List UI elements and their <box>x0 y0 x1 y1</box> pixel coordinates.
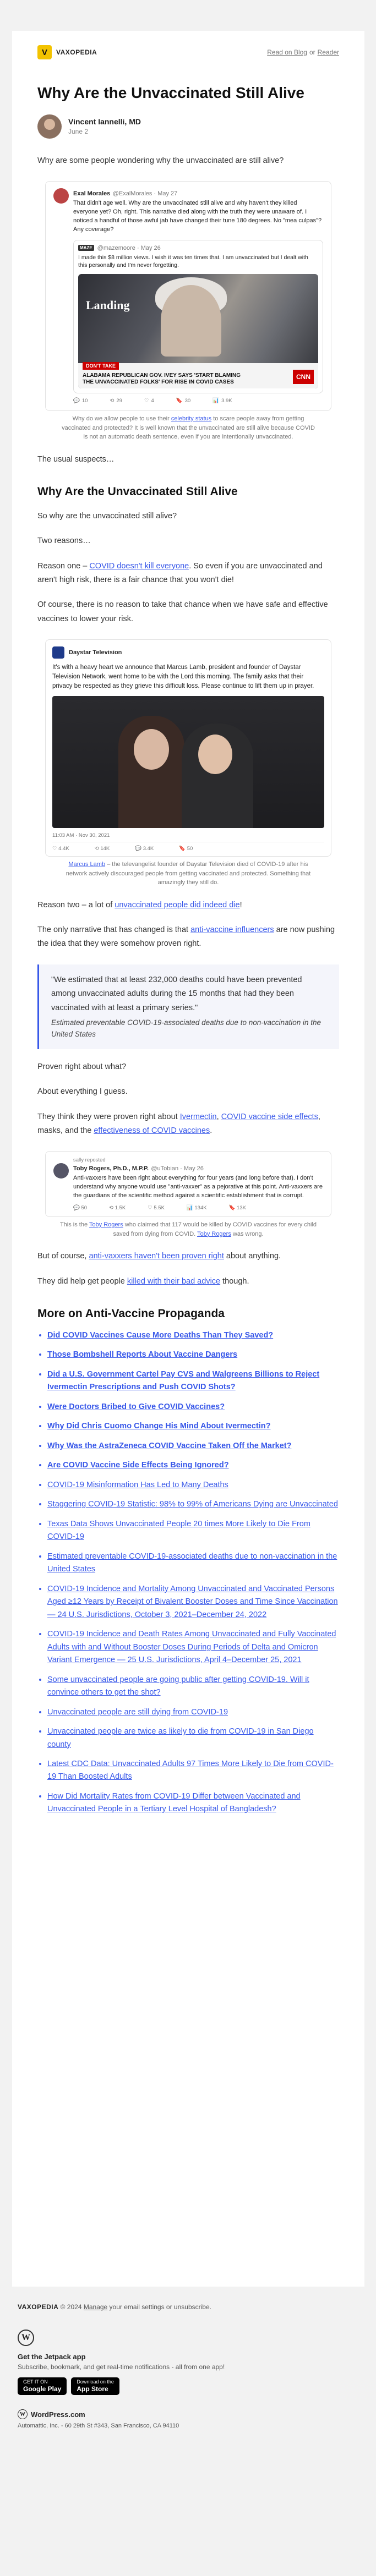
video-headline-1: ALABAMA REPUBLICAN GOV. IVEY SAYS 'START BLAMING <box>83 372 241 379</box>
vaxopedia-logo-icon: V <box>37 45 52 59</box>
view-count-value: 3.9K <box>221 398 232 404</box>
tweet-embed-image[interactable] <box>45 181 331 411</box>
cnn-logo-icon: CNN <box>293 370 314 384</box>
of-course-paragraph: Of course, there is no reason to take that chance when we have safe and effective vaccines to lower your risk. <box>37 600 328 623</box>
jetpack-title: Get the Jetpack app <box>18 2353 86 2361</box>
list-item <box>47 1440 339 1453</box>
list-item <box>47 1790 339 1816</box>
section-heading: Why Are the Unvaccinated Still Alive <box>37 485 238 498</box>
video-tag: DON'T TAKE <box>83 362 119 370</box>
footer-address: Automattic, Inc. - 60 29th St #343, San Francisco, CA 94110 <box>18 2422 179 2429</box>
wordpress-brand[interactable] <box>18 2409 359 2419</box>
ivermectin-link[interactable]: Ivermectin <box>179 1112 217 1121</box>
fb-caption <box>37 860 339 887</box>
question-paragraph: So why are the unvaccinated still alive? <box>37 511 177 520</box>
quoted-text: I made this $8 million views. I wish it was ten times that. I am unvaccinated but I dealt with this personally and I'm never forgetting. <box>78 254 308 269</box>
proven-right-sep: , <box>216 1112 221 1121</box>
list-item <box>47 1498 339 1511</box>
covid-doesnt-kill-link[interactable]: COVID doesn't kill everyone <box>89 561 189 571</box>
like-count: ♡ 4 <box>144 398 154 404</box>
tweet2-author-name: Toby Rogers, Ph.D., M.P.P. <box>73 1165 149 1172</box>
blockquote <box>37 964 339 1049</box>
list-item <box>47 1674 339 1700</box>
caption-text-pre: Why do we allow people to use their <box>72 415 171 423</box>
tweet2-likes-value: 5.5K <box>154 1205 165 1212</box>
news-video-still <box>78 274 318 388</box>
tweet2-avatar <box>53 1163 69 1179</box>
list-item <box>47 1628 339 1667</box>
more-article-link[interactable]: Staggering COVID-19 Statistic: 98% to 99% of Americans Dying are Unvaccinated <box>47 1500 338 1509</box>
help-paragraph <box>37 1275 339 1289</box>
reason-one-pre: Reason one – <box>37 561 90 571</box>
celebrity-status-link[interactable]: celebrity status <box>171 415 212 423</box>
tweet2-caption-pre: This is the <box>59 1221 89 1229</box>
app-store-button[interactable] <box>71 2377 119 2395</box>
blockquote-text: "We estimated that at least 232,000 deaths could have been prevented among unvaccinated adults during the 15 months that had they been vaccinated with at least a primary series." <box>51 975 302 1012</box>
tweet-text: That didn't age well. Why are the unvaccinated still alive and why haven't they killed everyone yet? Oh, right. This narrative died along with the truth they were unaware of. I noticed a handful of those awful jab have changed their tune 180 degrees. No "mea culpas"? Any coverage? <box>73 199 322 233</box>
reason-two-paragraph <box>37 898 339 912</box>
header-links <box>267 48 339 56</box>
side-effects-link[interactable]: COVID vaccine side effects <box>221 1112 318 1121</box>
list-item <box>47 1459 339 1472</box>
more-article-link[interactable]: Did COVID Vaccines Cause More Deaths Than They Saved? <box>47 1330 274 1340</box>
wordpress-name: WordPress.com <box>31 2410 85 2419</box>
help-pre: They did help get people <box>37 1276 127 1286</box>
more-article-link[interactable]: Were Doctors Bribed to Give COVID Vaccines? <box>47 1402 225 1411</box>
more-article-link[interactable]: COVID-19 Incidence and Death Rates Among Unvaccinated and Fully Vaccinated Adults with and Without Booster Doses During Periods of Delta and Omicron Variant Emergence — 25 U.S. Jurisdictions, April 4–December 25, 2021 <box>47 1630 336 1665</box>
list-item <box>47 1518 339 1544</box>
daystar-logo-icon <box>52 646 64 659</box>
as-small: Download on the <box>77 2379 114 2385</box>
toby-rogers-link-2[interactable]: Toby Rogers <box>197 1230 231 1237</box>
tweet2-caption-post: was wrong. <box>231 1230 264 1237</box>
list-item <box>47 1368 339 1394</box>
app-store-badges <box>18 2377 359 2395</box>
tweet-actions <box>73 398 323 404</box>
list-item <box>47 1758 339 1784</box>
list-item <box>47 1725 339 1751</box>
tweet-author-name: Exal Morales <box>73 190 111 197</box>
repost-label: sally reposted <box>73 1157 106 1164</box>
tweet2-reposts-value: 1.5K <box>115 1205 126 1212</box>
reason-two-post: ! <box>239 900 242 909</box>
more-article-link[interactable]: How Did Mortality Rates from COVID-19 Differ between Vaccinated and Unvaccinated People in a Tertiary Level Hospital of Bangladesh? <box>47 1791 301 1814</box>
gp-small: GET IT ON <box>23 2379 48 2385</box>
gp-big: Google Play <box>23 2385 62 2393</box>
header-or: or <box>309 48 315 56</box>
fb-page-name: Daystar Television <box>69 649 122 656</box>
more-article-link[interactable]: Texas Data Shows Unvaccinated People 20 times More Likely to Die From COVID-19 <box>47 1519 310 1542</box>
bad-advice-link[interactable]: killed with their bad advice <box>127 1276 221 1286</box>
more-article-link[interactable]: Are COVID Vaccine Side Effects Being Ignored? <box>47 1461 229 1470</box>
fb-caption-post: – the televangelist founder of Daystar Television died of COVID-19 after his network actively discouraged people from getting vaccinated and protected. Something that amazingly they still do. <box>66 861 311 886</box>
intro-paragraph: Why are some people wondering why the unvaccinated are still alive? <box>37 156 284 165</box>
fb-likes-value: 4.4K <box>58 846 69 852</box>
google-play-button[interactable] <box>18 2377 67 2395</box>
list-item <box>47 1329 339 1342</box>
tweet-handle: @ExalMorales · May 27 <box>112 190 178 197</box>
two-reasons-paragraph: Two reasons… <box>37 536 91 546</box>
list-item <box>47 1479 339 1492</box>
post-date: June 2 <box>68 128 89 136</box>
quoted-badge: MAZE <box>78 245 94 251</box>
video-sign: Landing <box>86 298 130 313</box>
tweet-avatar <box>53 188 69 204</box>
footer-line <box>18 2303 359 2311</box>
list-item <box>47 1706 339 1719</box>
tweet2-views: 📊 134K <box>186 1205 207 1212</box>
tweet2-handle: @uTobian · May 26 <box>151 1165 204 1172</box>
usual-suspects-paragraph: The usual suspects… <box>37 454 115 464</box>
but-of-course-pre: But of course, <box>37 1252 89 1261</box>
proven-right-mid: , masks, and the <box>37 1112 320 1135</box>
tweet2-reposts: ⟲ 1.5K <box>109 1205 126 1212</box>
proven-paragraph: Proven right about what? <box>37 1062 127 1071</box>
reason-one-paragraph <box>37 560 339 588</box>
tweet2-caption <box>37 1220 339 1238</box>
bookmark-count-value: 30 <box>184 398 191 404</box>
proven-right-paragraph <box>37 1110 339 1138</box>
did-die-link[interactable]: unvaccinated people did indeed die <box>115 900 240 909</box>
reader-link[interactable]: Reader <box>317 48 339 56</box>
quoted-handle: @mazemoore · May 26 <box>97 244 161 251</box>
tweet2-caption-mid: who claimed that 117 would be killed by COVID vaccines for every child saved from dying from COVID. <box>113 1221 317 1237</box>
more-article-link[interactable]: Did a U.S. Government Cartel Pay CVS and Walgreens Billions to Reject Ivermectin Prescriptions and Push COVID Shots? <box>47 1369 320 1392</box>
more-article-link[interactable]: COVID-19 Misinformation Has Led to Many Deaths <box>47 1480 228 1489</box>
email-header <box>37 44 339 61</box>
tweet2-text: Anti-vaxxers have been right about everything for four years (and long before that). I don't understand why anyone would use "anti-vaxxer" as a pejorative at this point. Anti-vaxxers are the guardians of the scientific method against a scientific establishment that is corrupt. <box>73 1175 323 1199</box>
footer-manage-post: your email settings or unsubscribe. <box>107 2303 211 2311</box>
tweet2-replies-value: 50 <box>81 1205 88 1212</box>
more-links-list <box>37 1329 339 1816</box>
footer-brand[interactable]: VAXOPEDIA <box>18 2303 59 2311</box>
as-big: App Store <box>77 2385 108 2393</box>
proven-right-end: . <box>210 1126 212 1135</box>
repost-count-value: 29 <box>116 398 122 404</box>
more-heading: More on Anti-Vaccine Propaganda <box>37 1307 225 1320</box>
narrative-post: are now pushing the idea that they were somehow proven right. <box>37 925 335 949</box>
fb-comments-value: 3.4K <box>143 846 154 852</box>
reply-count: 💬 10 <box>73 398 88 404</box>
tweet2-likes: ♡ 5.5K <box>148 1205 165 1212</box>
fb-bookmarks: 🔖 50 <box>179 846 193 852</box>
bookmark-count: 🔖 30 <box>176 398 191 404</box>
list-item <box>47 1401 339 1413</box>
more-article-link[interactable]: Those Bombshell Reports About Vaccine Dangers <box>47 1350 238 1360</box>
quoted-tweet <box>73 240 323 393</box>
caption-text-post: to scare people away from getting vaccinated and protected? It is well known that the unvaccinated are still alive because COVID is not an automatic death sentence, even if you are intentionally unvaccinated. <box>62 415 315 441</box>
fb-post-time: 11:03 AM · Nov 30, 2021 <box>52 832 110 839</box>
tweet2-views-value: 134K <box>194 1205 207 1212</box>
list-item <box>47 1583 339 1621</box>
list-item <box>47 1550 339 1576</box>
couple-photo <box>52 696 324 828</box>
fb-post-text: It's with a heavy heart we announce that Marcus Lamb, president and founder of Daystar Television Network, went home to be with the Lord this morning. The family asks that their privacy be respected as they grieve this difficult loss. Please continue to lift them up in prayer. <box>52 664 314 689</box>
more-article-link[interactable]: Some unvaccinated people are going public after getting COVID-19. Will it convince others to get the shot? <box>47 1675 309 1697</box>
not-proven-right-link[interactable]: anti-vaxxers haven't been proven right <box>89 1252 224 1261</box>
narrative-paragraph <box>37 923 339 951</box>
more-article-link[interactable]: COVID-19 Incidence and Mortality Among Unvaccinated and Vaccinated Persons Aged ≥12 Years by Receipt of Bivalent Booster Doses and Time Since Vaccination — 24 U.S. Jurisdictions, October 3, 2021–December 24, 2022 <box>47 1584 338 1619</box>
wordpress-logo-icon: W <box>18 2409 28 2419</box>
post-title[interactable]: Why Are the Unvaccinated Still Alive <box>37 84 304 101</box>
fb-comments: 💬 3.4K <box>135 846 154 852</box>
about-paragraph: About everything I guess. <box>37 1087 128 1097</box>
author-name[interactable]: Vincent Iannelli, MD <box>68 117 141 127</box>
more-article-link[interactable]: Why Was the AstraZeneca COVID Vaccine Taken Off the Market? <box>47 1441 292 1450</box>
tweet-embed-image-2[interactable] <box>45 1151 331 1217</box>
photo-face-2 <box>198 735 232 774</box>
view-count: 📊 3.9K <box>212 398 232 404</box>
manage-link[interactable]: Manage <box>83 2303 108 2311</box>
proven-right-pre: They think they were proven right about <box>37 1112 180 1121</box>
fb-likes: ♡ 4.4K <box>52 846 69 852</box>
blockquote-citation: Estimated preventable COVID-19-associated deaths due to non-vaccination in the United States <box>51 1018 321 1038</box>
tweet2-bookmarks-value: 13K <box>237 1205 246 1212</box>
video-headline-2: THE UNVACCINATED FOLKS' FOR RISE IN COVID CASES <box>83 379 234 386</box>
fb-post-actions <box>52 842 324 852</box>
fb-bookmarks-value: 50 <box>187 846 193 852</box>
list-item <box>47 1349 339 1361</box>
tweet-caption <box>37 414 339 442</box>
jetpack-subtitle: Subscribe, bookmark, and get real-time notifications - all from one app! <box>18 2363 225 2371</box>
more-article-link[interactable]: Why Did Chris Cuomo Change His Mind About Ivermectin? <box>47 1422 271 1431</box>
fb-shares-value: 14K <box>100 846 110 852</box>
marcus-lamb-link[interactable]: Marcus Lamb <box>68 861 106 868</box>
anti-vaccine-influencers-link[interactable]: anti-vaccine influencers <box>190 925 274 935</box>
author-block <box>37 114 339 139</box>
footer-copy: © 2024 <box>58 2303 84 2311</box>
email-footer <box>12 2303 364 2429</box>
read-on-blog-link[interactable]: Read on Blog <box>267 48 307 56</box>
effectiveness-link[interactable]: effectiveness of COVID vaccines <box>94 1126 210 1135</box>
more-article-link[interactable]: Estimated preventable COVID-19-associated deaths due to non-vaccination in the United States <box>47 1552 337 1574</box>
but-of-course-paragraph <box>37 1249 339 1263</box>
repost-count: ⟲ 29 <box>110 398 122 404</box>
tweet2-bookmarks: 🔖 13K <box>228 1205 246 1212</box>
reply-count-value: 10 <box>81 398 88 404</box>
photo-face-1 <box>134 729 169 770</box>
but-of-course-post: about anything. <box>224 1252 281 1261</box>
brand[interactable] <box>37 45 97 59</box>
reason-one-post: . So even if you are unvaccinated and aren't high risk, there is a fair chance that you won't die! <box>37 561 323 585</box>
tweet2-replies: 💬 50 <box>73 1205 88 1212</box>
fb-shares: ⟲ 14K <box>94 846 110 852</box>
facebook-post-image[interactable] <box>45 639 331 857</box>
post-card <box>12 31 364 2287</box>
more-article-link[interactable]: Unvaccinated people are still dying from COVID-19 <box>47 1707 228 1717</box>
more-article-link[interactable]: Latest CDC Data: Unvaccinated Adults 97 Times More Likely to Die from COVID-19 Than Boosted Adults <box>47 1760 334 1782</box>
tweet2-actions <box>73 1205 323 1211</box>
narrative-pre: The only narrative that has changed is that <box>37 925 191 935</box>
brand-name: VAXOPEDIA <box>56 48 97 56</box>
author-avatar[interactable] <box>37 114 62 139</box>
like-count-value: 4 <box>151 398 154 404</box>
list-item <box>47 1420 339 1433</box>
video-person <box>161 285 221 357</box>
toby-rogers-link[interactable]: Toby Rogers <box>89 1221 123 1229</box>
reason-two-pre: Reason two – a lot of <box>37 900 115 909</box>
jetpack-wordpress-icon: W <box>18 2330 34 2346</box>
help-post: though. <box>220 1276 249 1286</box>
more-article-link[interactable]: Unvaccinated people are twice as likely to die from COVID-19 in San Diego county <box>47 1727 314 1749</box>
